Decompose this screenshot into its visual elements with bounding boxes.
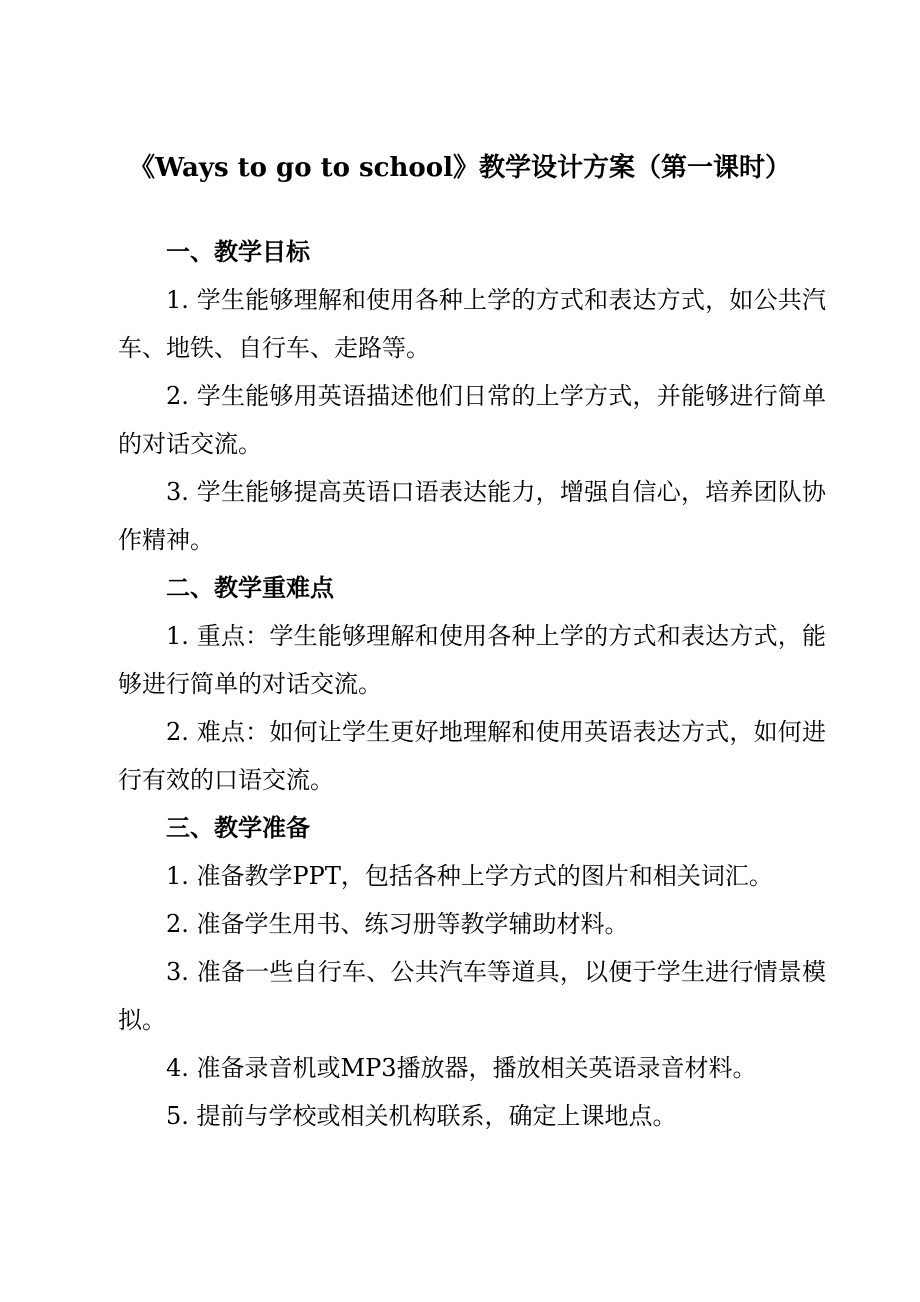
document-body xyxy=(118,228,826,1140)
section-heading-preparation: 三、教学准备 xyxy=(166,813,310,842)
preparation-item-4: 4. 准备录音机或MP3播放器，播放相关英语录音材料。 xyxy=(166,1054,757,1082)
section-heading-objectives: 一、教学目标 xyxy=(166,237,310,266)
objective-item-2: 2. 学生能够用英语描述他们日常的上学方式，并能够进行简单的对话交流。 xyxy=(118,382,826,458)
document-title: 《Ways to go to school》教学设计方案（第一课时） xyxy=(129,153,791,183)
preparation-item-5: 5. 提前与学校或相关机构联系，确定上课地点。 xyxy=(166,1102,677,1130)
key-point-item-1: 1. 重点：学生能够理解和使用各种上学的方式和表达方式，能够进行简单的对话交流。 xyxy=(118,622,826,698)
objective-item-1: 1. 学生能够理解和使用各种上学的方式和表达方式，如公共汽车、地铁、自行车、走路等。 xyxy=(118,286,826,362)
section-heading-key-points: 二、教学重难点 xyxy=(166,573,334,602)
objective-item-3: 3. 学生能够提高英语口语表达能力，增强自信心，培养团队协作精神。 xyxy=(118,478,826,554)
preparation-item-3: 3. 准备一些自行车、公共汽车等道具，以便于学生进行情景模拟。 xyxy=(118,958,826,1034)
key-point-item-2: 2. 难点：如何让学生更好地理解和使用英语表达方式，如何进行有效的口语交流。 xyxy=(118,718,826,794)
preparation-item-1: 1. 准备教学PPT，包括各种上学方式的图片和相关词汇。 xyxy=(166,862,773,890)
preparation-item-2: 2. 准备学生用书、练习册等教学辅助材料。 xyxy=(166,910,629,938)
